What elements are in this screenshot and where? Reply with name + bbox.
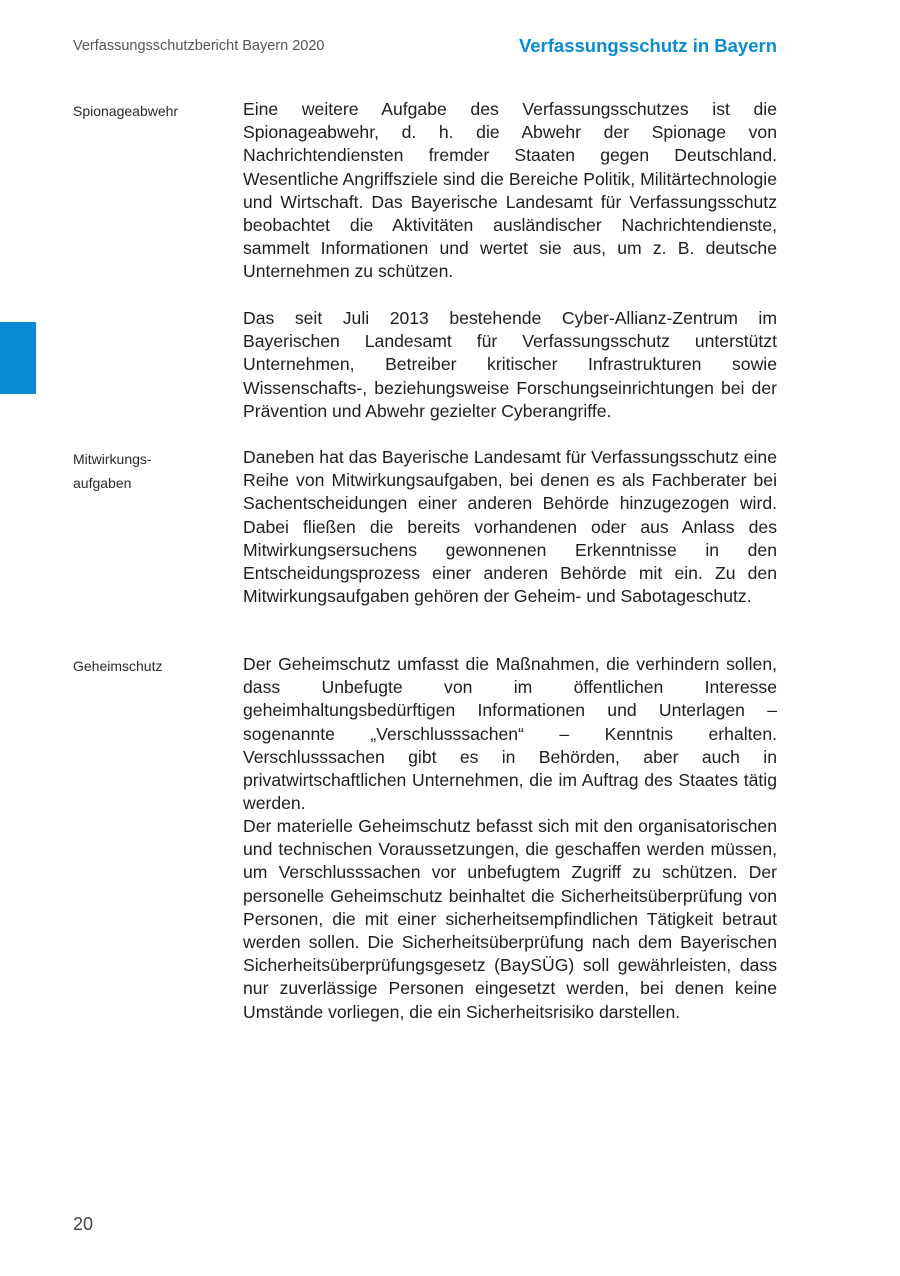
paragraph-geheimschutz-1: Der Geheimschutz umfasst die Maßnahmen, die verhindern sollen, dass Unbefugte von im öffentlichen Interesse geheimhaltungsbedürftigen Informationen und Unterlagen – sogenannte „Verschlusssachen“ – Kenntnis erhalten. Verschlusssachen gibt es in Behörden, aber auch in privatwirtschaftlichen Unternehmen, die im Auftrag des Staates tätig werden.	[243, 654, 777, 814]
running-header-title: Verfassungsschutzbericht Bayern 2020	[73, 38, 325, 54]
margin-label-geheimschutz: Geheimschutz	[73, 658, 163, 674]
page-number: 20	[73, 1214, 94, 1234]
chapter-tab-marker	[0, 322, 36, 394]
paragraph-spionageabwehr-2: Das seit Juli 2013 bestehende Cyber-Allianz-Zentrum im Bayerischen Landesamt für Verfassungsschutz unterstützt Unternehmen, Betreiber kritischer Infrastrukturen sowie Wissenschafts-, beziehungsweise Forschungseinrichtungen bei der Prävention und Abwehr gezielter Cyberangriffe.	[243, 308, 777, 421]
margin-label-line-1: Mitwirkungs-	[73, 451, 152, 467]
chapter-title: Verfassungsschutz in Bayern	[518, 35, 777, 56]
paragraph-mitwirkung-1: Daneben hat das Bayerische Landesamt für Verfassungsschutz eine Reihe von Mitwirkungsaufgaben, bei denen es als Fachberater bei Sachentscheidungen einer anderen Behörde hinzugezogen wird. Dabei fließen die bereits vorhandenen oder aus Anlass des Mitwirkungsersuchens gewonnenen Erkenntnisse in den Entscheidungsprozess einer anderen Behörde mit ein. Zu den Mitwirkungsaufgaben gehören der Geheim- und Sabotageschutz.	[243, 447, 778, 607]
margin-label-mitwirkungsaufgaben	[73, 447, 223, 495]
margin-label-spionageabwehr: Spionageabwehr	[73, 103, 179, 119]
paragraph-geheimschutz-2: Der materielle Geheimschutz befasst sich mit den organisatorischen und technischen Voraussetzungen, die geschaffen werden müssen, um Verschlusssachen vor unbefugtem Zugriff zu schützen. Der personelle Geheimschutz beinhaltet die Sicherheitsüberprüfung von Personen, die mit einer sicherheitsempfindlichen Tätigkeit betraut werden sollen. Die Sicherheitsüberprüfung nach dem Bayerischen Sicherheitsüberprüfungsgesetz (BaySÜG) soll gewährleisten, dass nur zuverlässige Personen eingesetzt werden, bei denen keine Umstände vorliegen, die ein Sicherheitsrisiko darstellen.	[243, 816, 777, 1022]
margin-label-line-2: aufgaben	[73, 475, 132, 491]
paragraph-spionageabwehr-1: Eine weitere Aufgabe des Verfassungsschutzes ist die Spionageabwehr, d. h. die Abwehr der Spionage von Nachrichtendiensten fremder Staaten gegen Deutschland. Wesentliche Angriffsziele sind die Bereiche Politik, Militärtechnologie und Wirtschaft. Das Bayerische Landesamt für Verfassungsschutz beobachtet die Aktivitäten ausländischer Nachrichtendienste, sammelt Informationen und wertet sie aus, um z. B. deutsche Unternehmen zu schützen.	[243, 99, 777, 282]
